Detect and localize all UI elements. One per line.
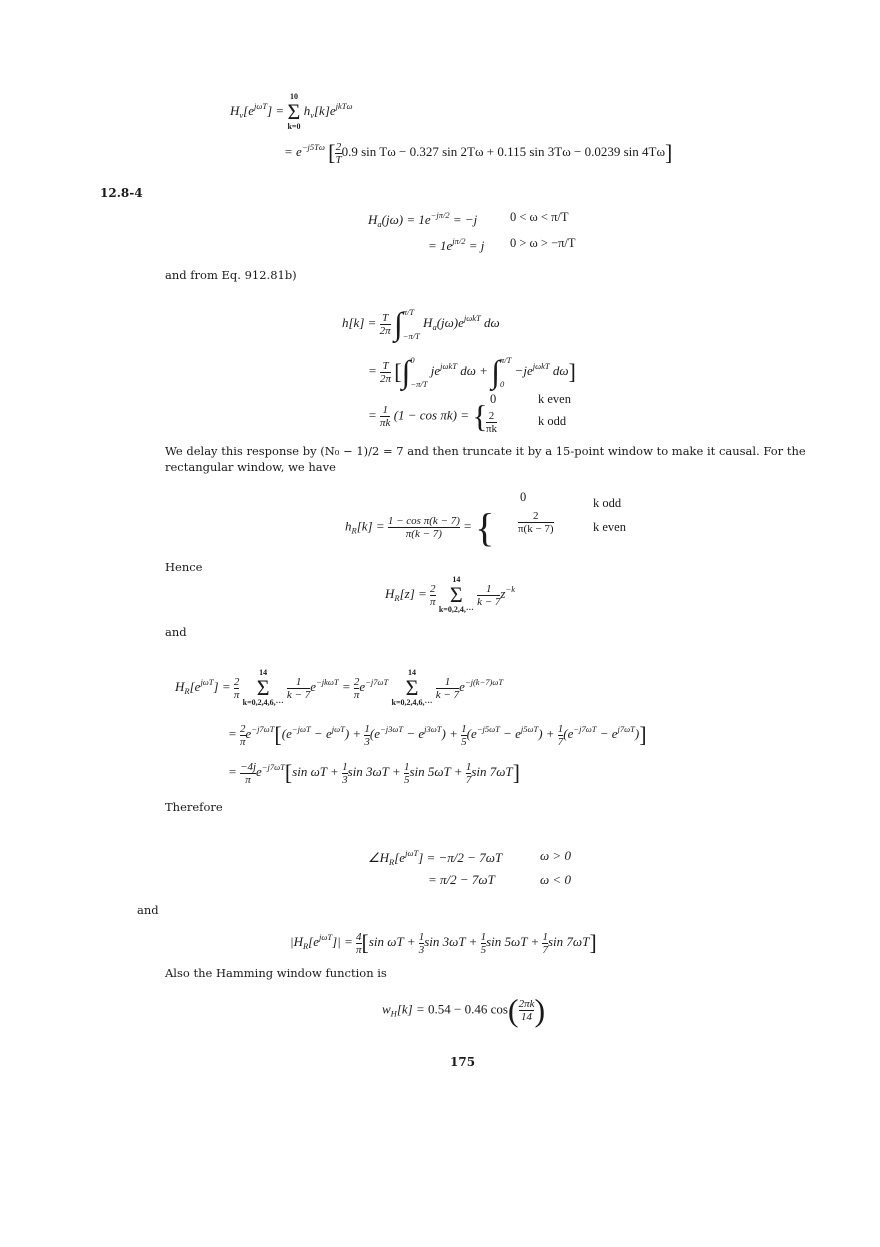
hre-equation-line2: = $\frac{2}{\pi}$ $e^{-j7\omega T}[(e^{-j\omega T} - e^{j\omega T})$ + $\frac{1}{3}$ $(e^{-j3\omega T} - e^{j3\omega T})$ + $\frac{1}{5}$ $(e^{-j5\omega T} - e^{j5\omega T})$ + $\frac{1}{7}$ $(e^{-j7\omega T} - e^{j7\omega T})$] — [228, 722, 647, 748]
hk-equation-line2: = $\frac{T}{2\pi}$ [∫0 −π/T $je^{j\omega kT}$ dω + ∫π/T $0 -je^{j\omega kT}$ dω] — [368, 353, 576, 390]
hamming-equation: $w_H[k] = 0.54 - 0.46$ cos( $\frac{2\pi k}{14}$ ) — [382, 992, 546, 1028]
text-rectangular: rectangular window, we have — [165, 460, 336, 474]
hre-equation-line3: = $\frac{-4j}{\pi}$ $e^{-j7\omega T}[\sin$ ωT + $\frac{1}{3}$ sin 3ωT + $\frac{1}{5}$ sin 5ωT + $\frac{1}{7}$ sin 7ωT] — [228, 760, 520, 786]
hk-equation-line1: h[k] = $\frac{T}{2\pi}$ ∫π/T −π/T $H_a(j\omega)e^{j\omega kT}$ dω — [342, 305, 500, 342]
phase-equation-line1: $\angle H_R[e^{j\omega T}] = -\pi/2 - 7\omega T$ — [368, 848, 503, 867]
text-and-1: and — [165, 625, 187, 639]
hrz-equation: $H_R[z]$ = $\frac{2}{\pi}$ 14 Σ k=0,2,4,··· $\frac{1}{k - 7}$ $z^{-k}$ — [385, 575, 515, 614]
ha-equation-line2: = $1e^{j\pi/2} = j$ — [428, 236, 485, 253]
text-hence: Hence — [165, 560, 203, 574]
hv-equation-line2: = $e^{-j5T\omega}$ [ $\frac{2}{T}$ 0.9 sin Tω − 0.327 sin 2Tω + 0.115 sin 3Tω − 0.0239 sin 4Tω] — [284, 140, 673, 166]
text-from-eq: and from Eq. 912.81b) — [165, 268, 297, 282]
hk-equation-line3: = $\frac{1}{\pi k}$ (1 − cos πk) = { — [368, 398, 488, 434]
ha-condition-1: 0 < ω < π/T — [510, 210, 569, 224]
hv-equation-line1: $H_v[e^{j\omega T}]$ = 10 Σ k=0 $h_v[k]e^{jkT\omega}$ — [230, 92, 353, 131]
phase-cond-2: ω < 0 — [540, 872, 571, 887]
page-number: 175 — [450, 1055, 476, 1069]
phase-equation-line2: = π/2 − 7ωT — [428, 872, 495, 887]
text-delay: We delay this response by (N₀ − 1)/2 = 7 and then truncate it by a 15-point window to make it causal. For the — [165, 444, 806, 458]
hk-case-even: k even — [538, 392, 571, 406]
hrk-case-frac: $\frac{2}{\pi(k - 7)}$ — [518, 510, 554, 535]
hk-case-odd: k odd — [538, 414, 567, 428]
hre-equation-line1: $H_R[e^{j\omega T}]$ = $\frac{2}{\pi}$ 14 Σ k=0,2,4,6,··· $\frac{1}{k - 7}$ $e^{-jk\omega T}$ = $\frac{2}{\pi}$ $e^{-j7\omega T}$ 14 Σ k=0,2,4,6,··· $\frac{1}{k - 7}$ $e^{-j(k-7)\omega T}$ — [175, 668, 504, 707]
problem-label: 12.8-4 — [100, 186, 143, 200]
ha-equation-line1: $H_a(j\omega) = 1e^{-j\pi/2} = -j$ — [368, 210, 478, 229]
hk-case-2pik: $\frac{2}{\pi k}$ — [486, 410, 498, 435]
hrk-case-even: k even — [593, 520, 626, 534]
text-hamming: Also the Hamming window function is — [165, 966, 387, 980]
ha-condition-2: 0 > ω > −π/T — [510, 236, 576, 250]
hrk-case-odd: k odd — [593, 496, 622, 510]
hrk-case-0: 0 — [520, 490, 527, 504]
magnitude-equation: $|H_R[e^{j\omega T}]|$ = $\frac{4}{\pi}$ [sin ωT + $\frac{1}{3}$ sin 3ωT + $\frac{1}{5}$ sin 5ωT + $\frac{1}{7}$ sin 7ωT] — [290, 930, 597, 956]
phase-cond-1: ω > 0 — [540, 848, 571, 863]
hk-case-0: 0 — [490, 392, 497, 406]
hrk-equation: $h_R[k]$ = $\frac{\text{1 − cos π(k − 7)}}{\pi(k - 7)}$ = { — [345, 505, 495, 550]
text-therefore: Therefore — [165, 800, 223, 814]
text-and-2: and — [137, 903, 159, 917]
